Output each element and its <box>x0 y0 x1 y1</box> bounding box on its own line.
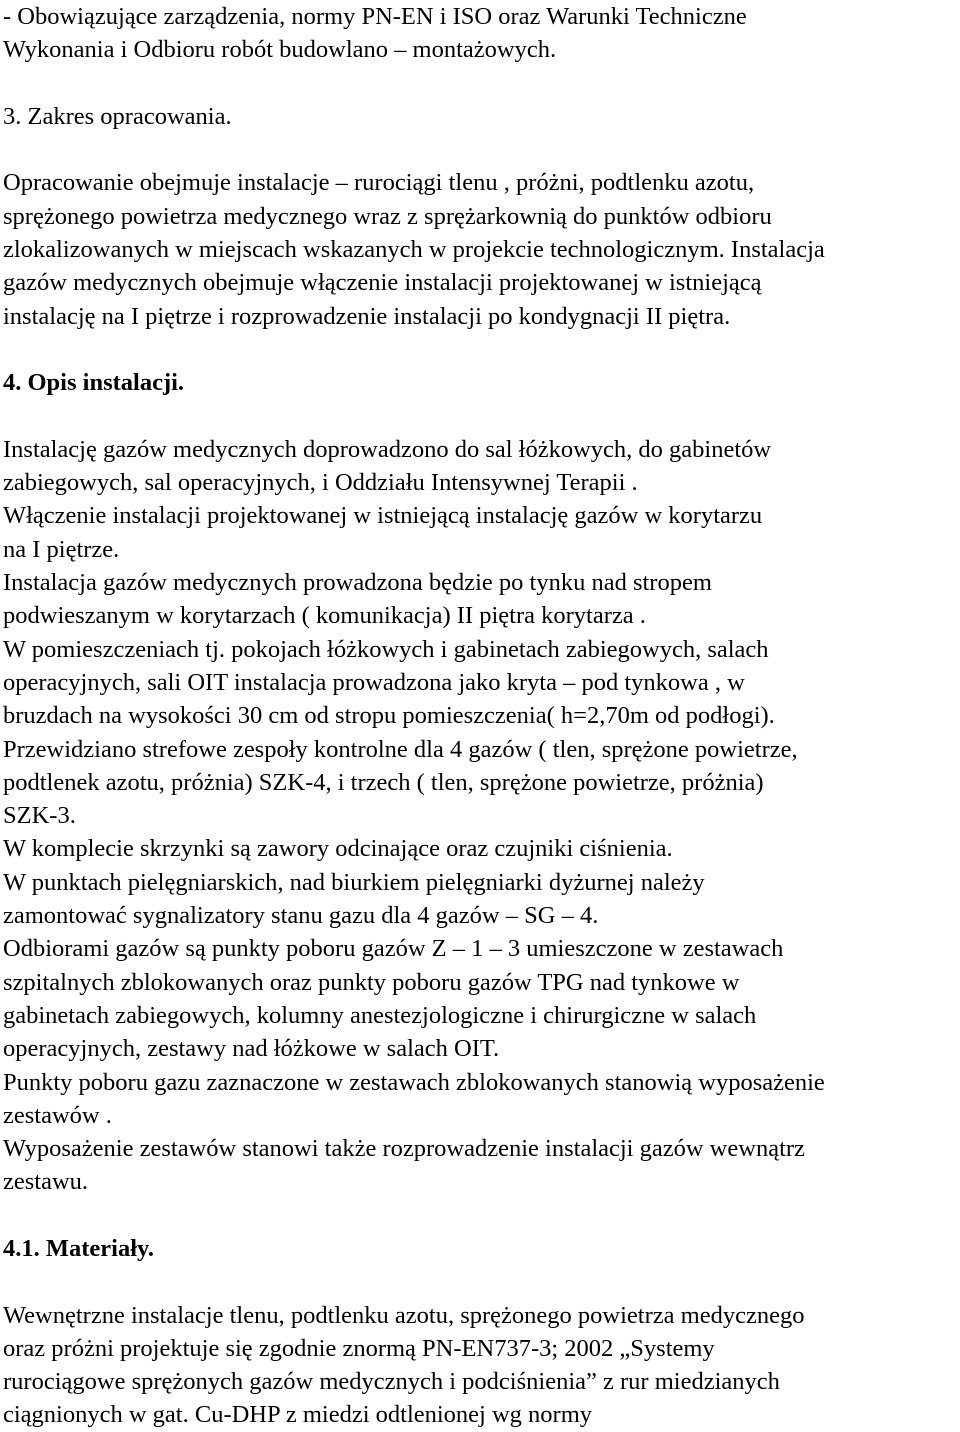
section-4-1-heading: 4.1. Materiały. <box>3 1234 155 1262</box>
text-line: operacyjnych, sali OIT instalacja prowadzona jako kryta – pod tynkowa , w <box>3 668 745 696</box>
text-line: SZK-3. <box>3 802 76 830</box>
text-line: Instalację gazów medycznych doprowadzono do sal łóżkowych, do gabinetów <box>3 435 772 463</box>
intro-paragraph <box>3 0 960 67</box>
text-line: instalację na I piętrze i rozprowadzenie instalacji po kondygnacji II piętra. <box>3 302 731 330</box>
text-line: bruzdach na wysokości 30 cm od stropu pomieszczenia( h=2,70m od podłogi). <box>3 702 775 730</box>
text-line: W komplecie skrzynki są zawory odcinające oraz czujniki ciśnienia. <box>3 835 673 863</box>
text-line: W punktach pielęgniarskich, nad biurkiem pielęgniarki dyżurnej należy <box>3 868 705 896</box>
text-line: Opracowanie obejmuje instalacje – rurociągi tlenu , próżni, podtlenku azotu, <box>3 169 755 197</box>
text-line: gabinetach zabiegowych, kolumny anestezjologiczne i chirurgiczne w salach <box>3 1001 757 1029</box>
text-line: podtlenek azotu, próżnia) SZK-4, i trzech ( tlen, sprężone powietrze, próżnia) <box>3 768 764 796</box>
text-line: podwieszanym w korytarzach ( komunikacja) II piętra korytarza . <box>3 602 646 630</box>
text-line: zlokalizowanych w miejscach wskazanych w projekcie technologicznym. Instalacja <box>3 236 825 264</box>
text-line: Przewidziano strefowe zespoły kontrolne dla 4 gazów ( tlen, sprężone powietrze, <box>3 735 798 763</box>
text-line: gazów medycznych obejmuje włączenie instalacji projektowanej w istniejącą <box>3 269 762 297</box>
text-line: Wykonania i Odbioru robót budowlano – montażowych. <box>3 36 557 64</box>
text-line: ciągnionych w gat. Cu-DHP z miedzi odtlenionej wg normy <box>3 1401 593 1429</box>
text-line: szpitalnych zblokowanych oraz punkty poboru gazów TPG nad tynkowe w <box>3 968 740 996</box>
section-3-paragraph <box>3 166 960 332</box>
text-line: rurociągowe sprężonych gazów medycznych i podciśnienia” z rur miedzianych <box>3 1368 780 1396</box>
text-line: oraz próżni projektuje się zgodnie znormą PN-EN737-3; 2002 „Systemy <box>3 1334 715 1362</box>
text-line: Punkty poboru gazu zaznaczone w zestawach zblokowanych stanowią wyposażenie <box>3 1068 825 1096</box>
text-line: Wyposażenie zestawów stanowi także rozprowadzenie instalacji gazów wewnątrz <box>3 1135 805 1163</box>
text-line: W pomieszczeniach tj. pokojach łóżkowych i gabinetach zabiegowych, salach <box>3 635 769 663</box>
text-line: na I piętrze. <box>3 535 120 563</box>
text-line: Włączenie instalacji projektowanej w istniejącą instalację gazów w korytarzu <box>3 502 763 530</box>
text-line: sprężonego powietrza medycznego wraz z sprężarkownią do punktów odbioru <box>3 202 772 230</box>
section-4-heading: 4. Opis instalacji. <box>3 369 185 397</box>
section-3-heading: 3. Zakres opracowania. <box>3 102 232 130</box>
text-line: zestawu. <box>3 1168 89 1196</box>
text-line: Odbiorami gazów są punkty poboru gazów Z – 1 – 3 umieszczone w zestawach <box>3 935 784 963</box>
section-4-1-paragraph <box>3 1299 960 1432</box>
text-line: zamontować sygnalizatory stanu gazu dla 4 gazów – SG – 4. <box>3 902 599 930</box>
text-line: operacyjnych, zestawy nad łóżkowe w salach OIT. <box>3 1035 500 1063</box>
text-line: Instalacja gazów medycznych prowadzona będzie po tynku nad stropem <box>3 569 712 597</box>
document-page <box>3 0 960 1432</box>
section-4-paragraph <box>3 433 960 1199</box>
text-line: zabiegowych, sal operacyjnych, i Oddziału Intensywnej Terapii . <box>3 469 638 497</box>
text-line: zestawów . <box>3 1101 112 1129</box>
text-line: Wewnętrzne instalacje tlenu, podtlenku azotu, sprężonego powietrza medycznego <box>3 1301 805 1329</box>
text-line: - Obowiązujące zarządzenia, normy PN-EN i ISO oraz Warunki Techniczne <box>3 3 747 30</box>
